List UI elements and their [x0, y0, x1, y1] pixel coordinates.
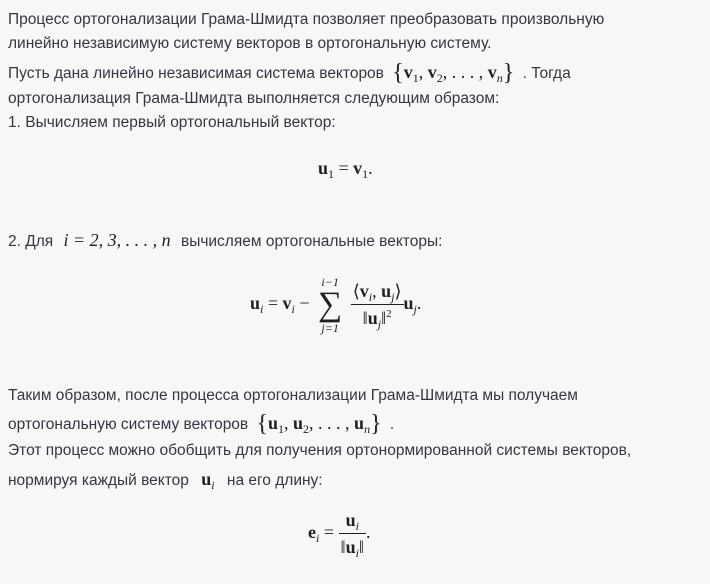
given-line [8, 62, 571, 84]
normalization-fraction: $\frac{u_i}{‖u_i‖}$ [340, 510, 364, 560]
given-line-2: ортогонализация Грама-Шмидта выполняется следующим образом: [8, 90, 500, 107]
formula-gram-schmidt: $u_i = v_i$ − i−1 ∑ j=1 $\frac{⟨v_i, u_j⟩}{‖u_j‖^2}$ $u_j$. [250, 275, 422, 335]
sum-lower-limit: j=1 [321, 321, 339, 335]
index-range: i = 2, 3, . . . , n [63, 230, 171, 250]
sum-upper-limit: i−1 [321, 275, 339, 289]
formula-normalization: $e_i$ = $\frac{u_i}{‖u_i‖}$ . [308, 510, 371, 560]
intro-line-2: линейно независимую систему векторов в ортогональную систему. [8, 35, 492, 52]
result-prefix: ортогональную систему векторов [8, 416, 249, 433]
result-suffix: . [389, 416, 395, 433]
vector-set-v: {$v_1$, $v_2$, . . . , $v_n$} [392, 60, 515, 86]
formula-u1: $u_1 = v_1$. [318, 158, 373, 181]
projection-fraction: $\frac{⟨v_i, u_j⟩}{‖u_j‖^2}$ [352, 281, 402, 331]
summation: i−1 ∑ j=1 [318, 275, 343, 335]
step-2-line [8, 230, 442, 252]
step-1-text: 1. Вычисляем первый ортогональный вектор: [8, 114, 336, 131]
step-2-suffix: вычисляем ортогональные векторы: [180, 233, 443, 250]
normalize-suffix: на его длину: [226, 472, 323, 489]
intro-line-1: Процесс ортогонализации Грама-Шмидта позволяет преобразовать произвольную [8, 11, 605, 28]
normalize-line-1: Этот процесс можно обобщить для получения ортонормированной системы векторов, [8, 442, 632, 459]
normalize-line-2 [8, 469, 323, 491]
vector-ui: $u_i$ [201, 469, 215, 492]
result-line-2 [8, 413, 394, 435]
result-line-1: Таким образом, после процесса ортогонализации Грама-Шмидта мы получаем [8, 387, 578, 404]
vector-set-u: {$u_1$, $u_2$, . . . , $u_n$} [256, 411, 382, 437]
given-suffix: . Тогда [522, 65, 571, 82]
normalize-prefix: нормируя каждый вектор [8, 472, 189, 489]
step-2-prefix: 2. Для [8, 233, 54, 250]
given-prefix: Пусть дана линейно независимая система векторов [8, 65, 384, 82]
